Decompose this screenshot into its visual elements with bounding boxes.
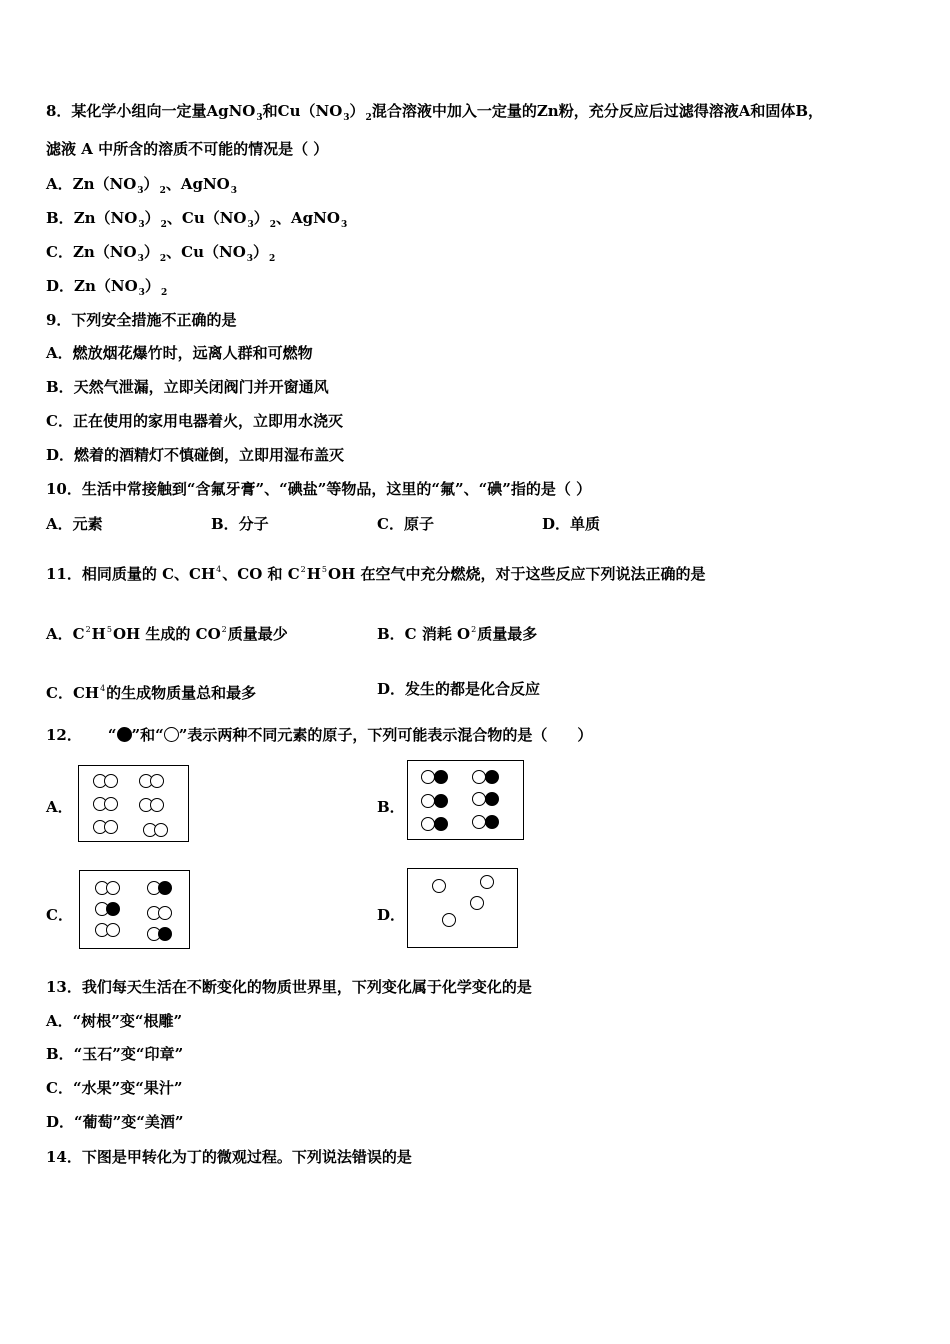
q8-option-d: D．$Zn(NO_3)_2$ — [46, 277, 168, 298]
q9-stem: 9．下列安全措施不正确的是 — [46, 311, 237, 329]
q12-option-d-label: D． — [377, 906, 406, 924]
black-atom — [485, 815, 499, 829]
q9-option-a: A．燃放烟花爆竹时，远离人群和可燃物 — [46, 344, 313, 362]
black-atom — [434, 817, 448, 831]
q11-option-c: C．$CH^4$的生成物质量总和最多 — [46, 684, 257, 702]
q12-option-a-diagram — [78, 765, 189, 842]
black-atom — [485, 792, 499, 806]
white-atom — [470, 896, 484, 910]
white-atom — [472, 792, 486, 806]
q10-option-c: C．原子 — [377, 515, 434, 533]
q10-option-a: A．元素 — [46, 515, 103, 533]
black-atom — [485, 770, 499, 784]
white-atom — [421, 770, 435, 784]
q12-option-b-diagram — [407, 760, 524, 840]
q9-option-d: D．燃着的酒精灯不慎碰倒，立即用湿布盖灭 — [46, 446, 345, 464]
q11-option-d: D．发生的都是化合反应 — [377, 680, 541, 698]
white-atom — [421, 817, 435, 831]
q12-option-d-diagram — [407, 868, 518, 948]
white-atom — [104, 820, 118, 834]
black-atom — [158, 927, 172, 941]
white-atom — [104, 774, 118, 788]
white-atom — [154, 823, 168, 837]
white-atom — [104, 797, 118, 811]
q8-option-b: B．$Zn(NO_3)_2$、$Cu(NO_3)_2$、AgNO$_3$ — [46, 209, 348, 230]
q12-option-a-label: A． — [46, 798, 73, 816]
white-atom — [106, 881, 120, 895]
q8-stem-line2: 滤液 A 中所含的溶质不可能的情况是（ ） — [46, 140, 329, 158]
black-atom — [158, 881, 172, 895]
white-atom — [158, 906, 172, 920]
white-atom — [432, 879, 446, 893]
q10-option-d: D．单质 — [542, 515, 601, 533]
black-atom — [434, 794, 448, 808]
q12-stem: 12． “ ”和“ ”表示两种不同元素的原子，下列可能表示混合物的是（ ） — [46, 726, 593, 744]
q9-option-c: C．正在使用的家用电器着火，立即用水浇灭 — [46, 412, 343, 430]
white-atom — [421, 794, 435, 808]
white-atom — [150, 774, 164, 788]
black-atom-icon — [117, 727, 132, 742]
q13-option-c: C．“水果”变“果汁” — [46, 1079, 183, 1097]
q11-stem: 11．相同质量的 C、$CH^4$、CO 和 $C^2H^5OH$ 在空气中充分燃烧，对于这些反应下列说法正确的是 — [46, 565, 706, 583]
q13-stem: 13．我们每天生活在不断变化的物质世界里，下列变化属于化学变化的是 — [46, 978, 532, 996]
q13-option-d: D．“葡萄”变“美酒” — [46, 1113, 184, 1131]
q10-option-b: B．分子 — [211, 515, 269, 533]
q12-option-b-label: B． — [377, 798, 405, 816]
white-atom — [480, 875, 494, 889]
q10-stem: 10．生活中常接触到“含氟牙膏”、“碘盐”等物品，这里的“氟”、“碘”指的是（ ） — [46, 480, 592, 498]
black-atom — [106, 902, 120, 916]
q8-option-c: C．$Zn(NO_3)_2$、$Cu(NO_3)_2$ — [46, 243, 276, 264]
q8-option-a: A．$Zn(NO_3)_2$、AgNO$_3$ — [46, 175, 237, 196]
q14-stem: 14．下图是甲转化为丁的微观过程。下列说法错误的是 — [46, 1148, 412, 1166]
q13-option-b: B．“玉石”变“印章” — [46, 1045, 184, 1063]
white-atom — [472, 770, 486, 784]
black-atom — [434, 770, 448, 784]
white-atom — [106, 923, 120, 937]
white-atom-icon — [164, 727, 179, 742]
q12-option-c-diagram — [79, 870, 190, 949]
white-atom — [442, 913, 456, 927]
q11-option-a: A．$C^2H^5OH$ 生成的 $CO^2$质量最少 — [46, 625, 288, 643]
q9-option-b: B．天然气泄漏，立即关闭阀门并开窗通风 — [46, 378, 329, 396]
q13-option-a: A．“树根”变“根雕” — [46, 1012, 183, 1030]
white-atom — [472, 815, 486, 829]
q11-option-b: B．C 消耗 $O^2$质量最多 — [377, 625, 538, 643]
white-atom — [150, 798, 164, 812]
q12-option-c-label: C． — [46, 906, 73, 924]
q8-stem-line1: 8．某化学小组向一定量AgNO$_3$和$Cu(NO_3)_2$混合溶液中加入一定量的Zn粉，充分反应后过滤得溶液A和固体B， — [46, 102, 824, 123]
